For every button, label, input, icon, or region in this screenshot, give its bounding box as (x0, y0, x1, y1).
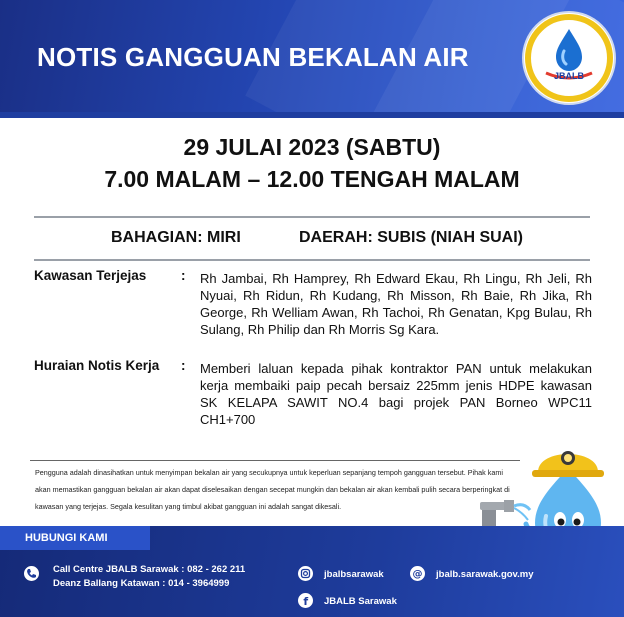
notice-title: NOTIS GANGGUAN BEKALAN AIR (37, 42, 469, 72)
callcentre-contact: Call Centre JBALB Sarawak : 082 - 262 211 (53, 564, 246, 575)
colon: : (181, 358, 186, 373)
disruption-time: 7.00 MALAM – 12.00 TENGAH MALAM (104, 166, 520, 192)
header-underline (0, 112, 624, 118)
svg-text:@: @ (412, 569, 423, 580)
colon: : (181, 268, 186, 283)
facebook-page[interactable]: JBALB Sarawak (324, 596, 397, 607)
disruption-date: 29 JULAI 2023 (SABTU) (183, 134, 441, 160)
svg-text:f: f (303, 595, 309, 608)
jbalb-logo (522, 11, 616, 105)
instagram-icon (298, 566, 313, 581)
affected-area-label: Kawasan Terjejas (34, 268, 147, 283)
daerah-label: DAERAH: SUBIS (NIAH SUAI) (299, 229, 523, 246)
instagram-handle[interactable]: jbalbsarawak (324, 569, 384, 580)
website-link[interactable]: jbalb.sarawak.gov.my (436, 569, 534, 580)
notice-rule (30, 460, 520, 461)
affected-area-value: Rh Jambai, Rh Hamprey, Rh Edward Ekau, Rh Lingu, Rh Jeli, Rh Nyuai, Rh Ridun, Rh Kudang, Rh Misson, Rh Baie, Rh Jika, Rh George, Rh Welliam Awan, Rh Tachoi, Rh Genatan, Kpg Bulau, Rh Sulang, Rh Philip dan Rh Morris Sg Kara. (200, 271, 592, 337)
bahagian-label: BAHAGIAN: MIRI (111, 229, 241, 246)
email-icon (410, 566, 425, 581)
divider (34, 216, 590, 218)
work-description-label: Huraian Notis Kerja (34, 358, 160, 373)
phone-icon (24, 566, 39, 581)
contact-heading: HUBUNGI KAMI (25, 532, 108, 544)
work-description-value: Memberi laluan kepada pihak kontraktor PAN untuk melakukan kerja membaiki paip pecah bersaiz 225mm jenis HDPE kawasan SK KELAPA SAWIT NO.4 bagi projek PAN Borneo WPC11 CH1+700 (200, 361, 592, 427)
water-drop-logo-icon (524, 13, 614, 103)
divider (34, 259, 590, 261)
logo-text: JBALB (553, 71, 584, 81)
advisory-notice: Pengguna adalah dinasihatkan untuk menyimpan bekalan air yang secukupnya untuk keperluan sepanjang tempoh gangguan tersebut. Pihak kami akan memastikan gangguan bekalan air akan dapat diselesaikan dengan secepat mungkin dan bekalan air akan kembali pulih secara berperingkat di kawasan yang terjejas. Segala kesulitan yang timbul akibat gangguan ini adalah sangat dikesali. (35, 468, 510, 511)
facebook-icon (298, 593, 313, 608)
secondary-contact: Deanz Ballang Katawan : 014 - 3964999 (53, 578, 230, 589)
